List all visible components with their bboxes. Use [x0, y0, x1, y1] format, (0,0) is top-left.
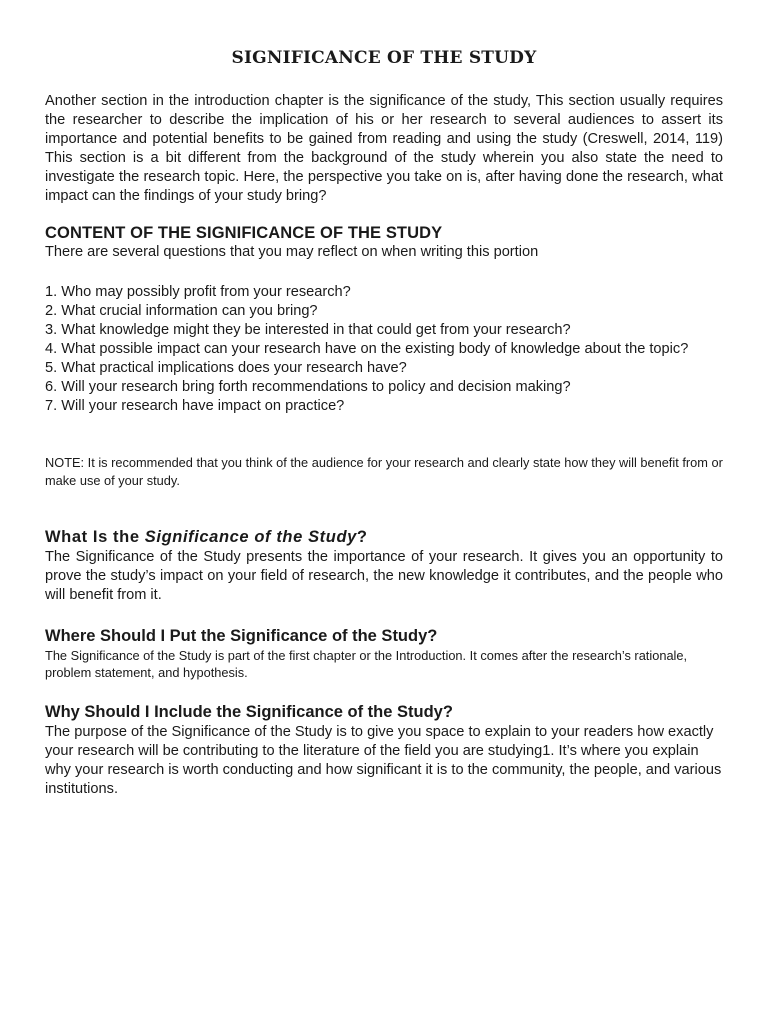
list-item: 3. What knowledge might they be interested in that could get from your research? — [45, 322, 571, 338]
what-heading — [45, 526, 723, 548]
content-lead: There are several questions that you may reflect on when writing this portion — [45, 244, 539, 260]
what-heading-suffix: ? — [356, 528, 368, 546]
list-item: 2. What crucial information can you bring? — [45, 303, 318, 319]
what-body: The Significance of the Study presents the importance of your research. It gives you an opportunity to prove the study’s impact on your field of research, the new knowledge it contributes, and the people who will benefit from it. — [45, 549, 723, 603]
what-heading-italic: Significance of the Study — [144, 528, 357, 546]
list-item: 6. Will your research bring forth recommendations to policy and decision making? — [45, 379, 571, 395]
note-paragraph: NOTE: It is recommended that you think of the audience for your research and clearly state how they will benefit from or make use of your study. — [45, 455, 723, 488]
document-page — [45, 44, 723, 799]
content-heading: CONTENT OF THE SIGNIFICANCE OF THE STUDY — [45, 224, 443, 242]
list-item: 5. What practical implications does your research have? — [45, 360, 407, 376]
intro-paragraph: Another section in the introduction chapter is the significance of the study, This section usually requires the researcher to describe the implication of his or her research to several audiences to assert its importance and potential benefits to be gained from reading and using the study (Creswell, 2014, 119) This section is a bit different from the background of the study wherein you also state the need to investigate the research topic. Here, the perspective you take on is, after having done the research, what impact can the findings of your study bring? — [45, 93, 723, 204]
where-body: The Significance of the Study is part of the first chapter or the Introduction. It comes after the research’s rationale, problem statement, and hypothesis. — [45, 648, 688, 680]
list-item: 7. Will your research have impact on practice? — [45, 398, 345, 414]
list-item: 4. What possible impact can your research have on the existing body of knowledge about the topic? — [45, 341, 689, 357]
why-body: The purpose of the Significance of the Study is to give you space to explain to your readers how exactly your research will be contributing to the literature of the field you are studying1. It’s where you explain why your research is worth conducting and how significant it is to the community, the people, and various institutions. — [45, 724, 722, 797]
what-heading-prefix: What Is the — [45, 528, 145, 546]
document-title: SIGNIFICANCE OF THE STUDY — [231, 48, 537, 68]
where-heading: Where Should I Put the Significance of the Study? — [45, 627, 438, 645]
list-item: 1. Who may possibly profit from your research? — [45, 284, 351, 300]
questions-list — [45, 283, 723, 416]
why-heading: Why Should I Include the Significance of the Study? — [45, 703, 453, 721]
